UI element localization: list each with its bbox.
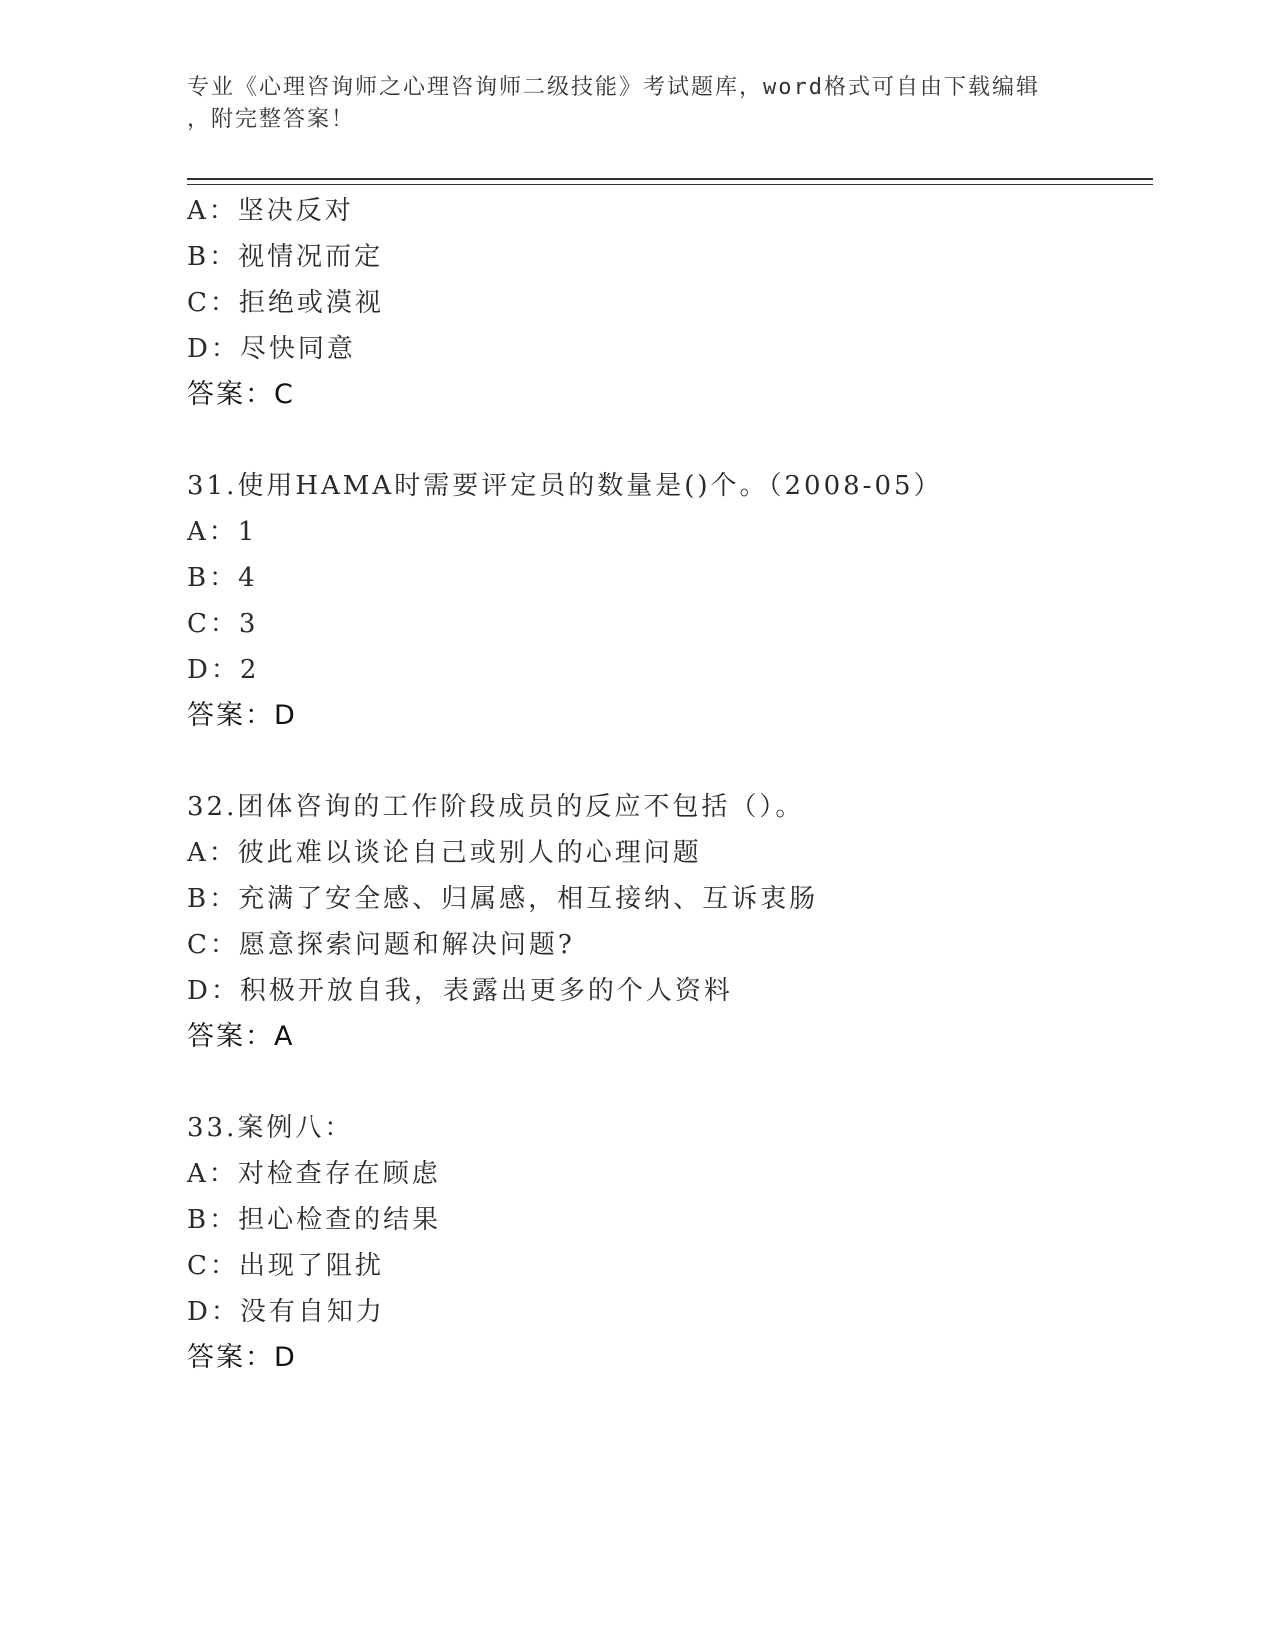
question-block-31	[187, 463, 1147, 739]
option-b: B：担心检查的结果	[187, 1205, 442, 1235]
question-stem: 32.团体咨询的工作阶段成员的反应不包括（）。	[187, 792, 805, 822]
question-stem: 33.案例八：	[187, 1113, 354, 1143]
option-a: A：对检查存在顾虑	[187, 1159, 441, 1189]
spacer	[187, 739, 1147, 784]
option-a: A：坚决反对	[187, 196, 354, 226]
page-header	[187, 72, 1067, 136]
answer-line: 答案：C	[187, 379, 295, 410]
header-divider	[187, 178, 1153, 185]
spacer	[187, 1060, 1147, 1105]
answer-line: 答案：D	[187, 1342, 297, 1373]
option-c: C：愿意探索问题和解决问题?	[187, 930, 575, 960]
answer-line: 答案：D	[187, 700, 297, 731]
question-list	[187, 188, 1147, 1381]
option-d: D：积极开放自我，表露出更多的个人资料	[187, 976, 733, 1006]
option-a: A：1	[187, 517, 258, 547]
question-block-fragment	[187, 188, 1147, 418]
spacer	[187, 418, 1147, 463]
answer-line: 答案：A	[187, 1021, 295, 1052]
header-line-1: 专业《心理咨询师之心理咨询师二级技能》考试题库，word格式可自由下载编辑	[187, 75, 1040, 100]
option-c: C：3	[187, 609, 259, 639]
option-d: D：没有自知力	[187, 1297, 385, 1327]
option-b: B：视情况而定	[187, 242, 384, 272]
option-a: A：彼此难以谈论自己或别人的心理问题	[187, 838, 702, 868]
option-c: C：拒绝或漠视	[187, 288, 384, 318]
question-stem: 31.使用HAMA时需要评定员的数量是()个。（2008-05）	[187, 471, 943, 501]
option-b: B：4	[187, 563, 258, 593]
option-b: B：充满了安全感、归属感，相互接纳、互诉衷肠	[187, 884, 819, 914]
option-d: D：2	[187, 655, 260, 685]
header-line-2: ，附完整答案！	[187, 107, 356, 132]
option-c: C：出现了阻扰	[187, 1251, 384, 1281]
option-d: D：尽快同意	[187, 334, 356, 364]
question-block-33	[187, 1105, 1147, 1381]
question-block-32	[187, 784, 1147, 1060]
